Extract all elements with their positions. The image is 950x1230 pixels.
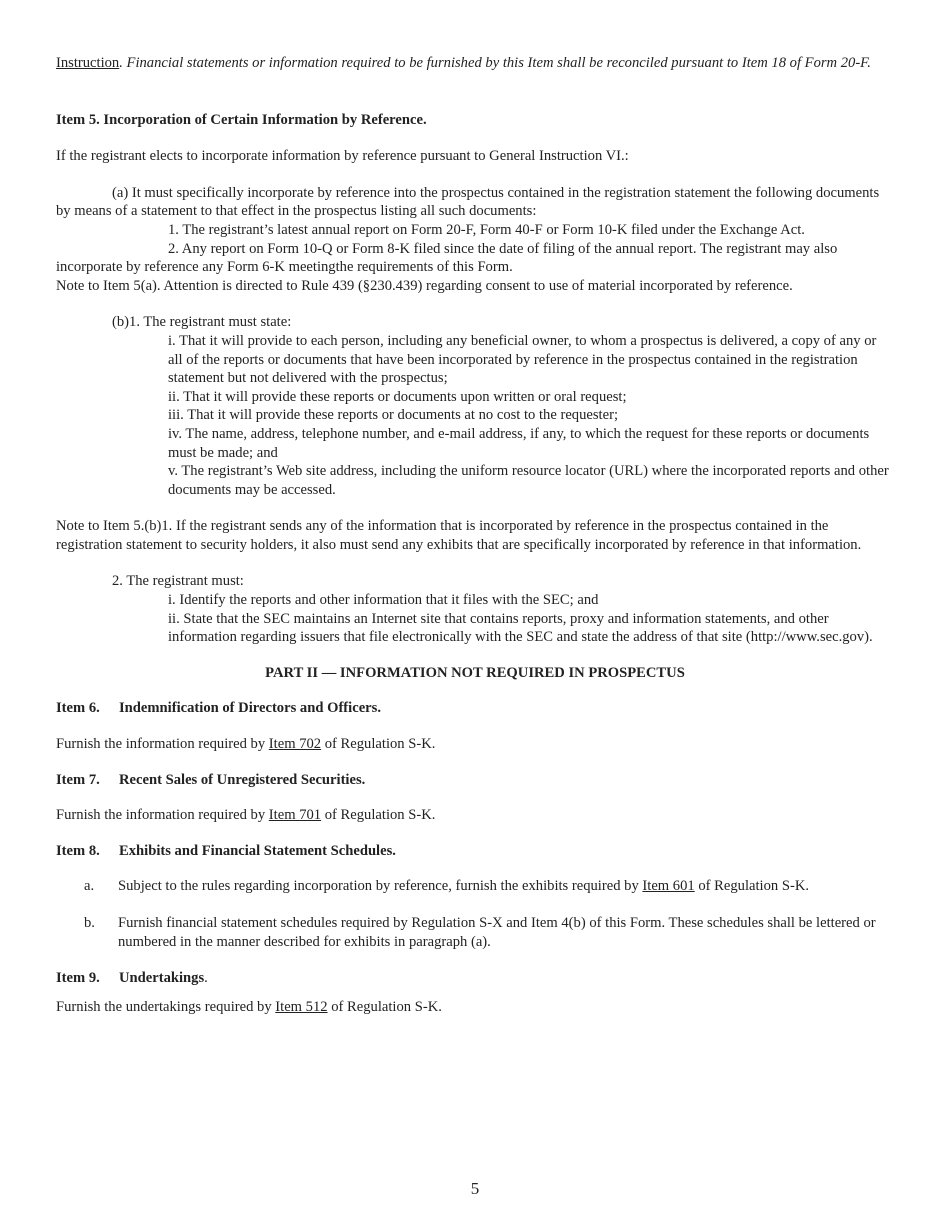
item9-link[interactable]: Item 512 <box>275 998 328 1015</box>
item7-heading <box>56 771 894 790</box>
item6-link[interactable]: Item 702 <box>268 736 322 753</box>
document-page <box>56 54 894 1016</box>
item8-a-link[interactable]: Item 601 <box>642 878 695 895</box>
item7-text-post: of Regulation S-K. <box>321 807 436 824</box>
item6-heading <box>56 699 894 718</box>
item5-a-text: (a) It must specifically incorporate by reference into the prospectus contained in the registration statement the following documents by means of a statement to that effect in the prospectus listing all such documents: <box>56 184 880 220</box>
item9-heading <box>56 969 894 988</box>
item5-b1-iv: iv. The name, address, telephone number, and e-mail address, if any, to which the request for these reports or documents must be made; and <box>168 425 870 461</box>
item9-text-pre: Furnish the undertakings required by <box>56 998 276 1015</box>
part2-heading: PART II — INFORMATION NOT REQUIRED IN PROSPECTUS <box>265 664 685 681</box>
item5-a1: 1. The registrant’s latest annual report on Form 20-F, Form 40-F or Form 10-K filed under the Exchange Act. <box>168 221 805 238</box>
item6-text-pre: Furnish the information required by <box>56 736 269 753</box>
item7-number: Item 7. <box>56 771 100 788</box>
item8-b-label: b. <box>84 915 95 931</box>
item6-title: Indemnification of Directors and Officers. <box>119 700 381 717</box>
instruction-label: Instruction <box>56 55 120 71</box>
item6-number: Item 6. <box>56 700 100 717</box>
item5-heading: Item 5. Incorporation of Certain Information by Reference. <box>56 111 427 128</box>
item8-heading <box>56 842 894 861</box>
item8-a <box>56 877 894 896</box>
item8-b-text: Furnish financial statement schedules required by Regulation S-X and Item 4(b) of this Form. These schedules shall be lettered or numbered in the manner described for exhibits in paragraph (a). <box>118 915 876 950</box>
instruction-paragraph <box>56 54 894 73</box>
item5-note-b1: Note to Item 5.(b)1. If the registrant sends any of the information that is incorporated by reference in the prospectus contained in the registration statement to security holders, it also must send any exhibits that are specifically incorporated by reference in that information. <box>56 518 862 553</box>
item7-link[interactable]: Item 701 <box>268 807 322 824</box>
item7-title: Recent Sales of Unregistered Securities. <box>119 771 366 788</box>
item8-title: Exhibits and Financial Statement Schedules. <box>119 842 396 859</box>
item5-intro: If the registrant elects to incorporate information by reference pursuant to General Instruction VI.: <box>56 148 629 165</box>
item7-text <box>56 806 894 825</box>
item8-a-pre: Subject to the rules regarding incorporation by reference, furnish the exhibits required by <box>118 878 643 895</box>
item5-b1-v: v. The registrant’s Web site address, including the uniform resource locator (URL) where the incorporated reports and other documents may be accessed. <box>168 463 889 498</box>
item5-b1-iii: iii. That it will provide these reports or documents at no cost to the requester; <box>168 407 619 424</box>
item9-number: Item 9. <box>56 970 100 987</box>
item5-b2-ii: ii. State that the SEC maintains an Internet site that contains reports, proxy and information statements, and other information regarding issuers that file electronically with the SEC and state the address of that site (http://www.sec.gov). <box>168 610 873 646</box>
item5-b1-i: i. That it will provide to each person, including any beneficial owner, to whom a prospectus is delivered, a copy of any or all of the reports or documents that have been incorporated by reference in the prospectus contained in the registration statement but not delivered with the prospectus; <box>168 332 877 387</box>
item5-note-a: Note to Item 5(a). Attention is directed to Rule 439 (§230.439) regarding consent to use of material incorporated by reference. <box>56 277 793 294</box>
item5-b1-ii: ii. That it will provide these reports or documents upon written or oral request; <box>168 388 627 405</box>
item8-number: Item 8. <box>56 842 100 859</box>
item9-title: Undertakings <box>119 970 205 987</box>
item8-a-post: of Regulation S-K. <box>694 878 810 895</box>
item5-b2-head: 2. The registrant must: <box>112 573 244 590</box>
page-number: 5 <box>470 1179 480 1198</box>
item5-b1-head: (b)1. The registrant must state: <box>112 314 292 331</box>
item8-b <box>56 914 894 951</box>
item8-a-text <box>118 877 894 896</box>
item9-text-post: of Regulation S-K. <box>327 998 442 1015</box>
item7-text-pre: Furnish the information required by <box>56 807 269 824</box>
item6-text <box>56 735 894 754</box>
instruction-text: . Financial statements or information required to be furnished by this Item shall be reconciled pursuant to Item 18 of Form 20-F. <box>119 55 871 71</box>
item6-text-post: of Regulation S-K. <box>321 736 436 753</box>
item9-title-end: . <box>204 970 208 987</box>
item8-a-label: a. <box>84 878 95 895</box>
item9-text <box>56 998 894 1017</box>
item5-a2: 2. Any report on Form 10-Q or Form 8-K filed since the date of filing of the annual report. The registrant may also incorporate by reference any Form 6-K meetingthe requirements of this Form. <box>56 240 838 276</box>
item5-b2-i: i. Identify the reports and other information that it files with the SEC; and <box>168 592 599 609</box>
